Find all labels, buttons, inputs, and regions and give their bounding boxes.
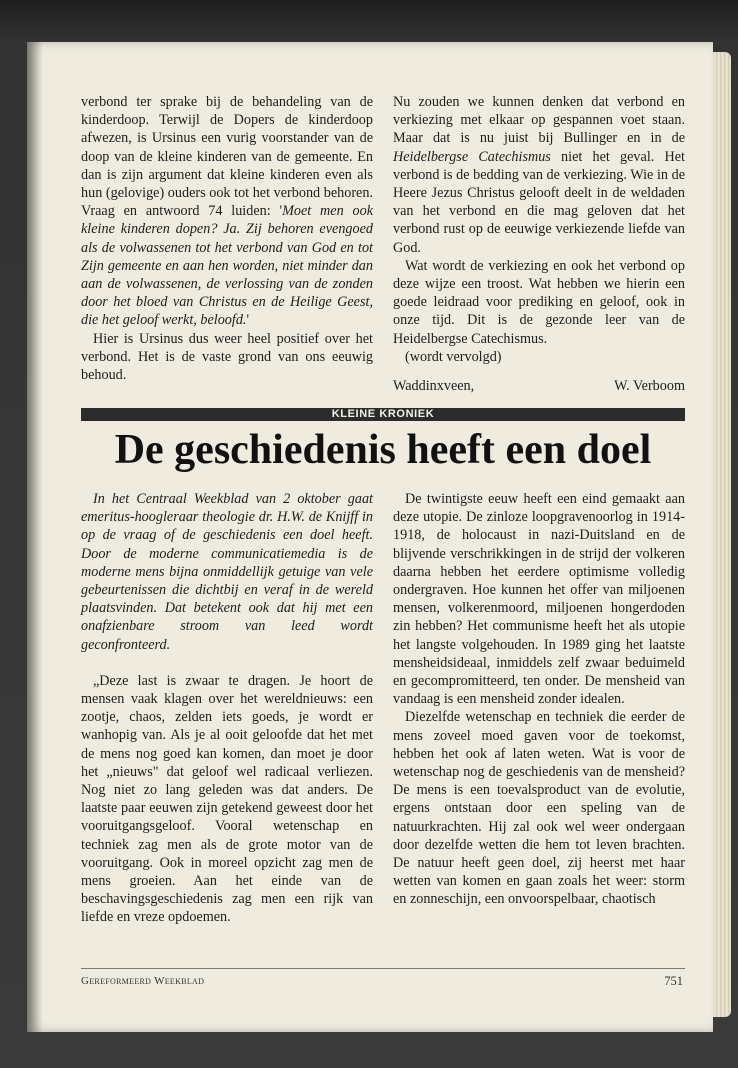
- catechism-title-italic: Heidelbergse Catechismus: [393, 148, 551, 165]
- text-run: ': [246, 312, 250, 329]
- text-run: niet het geval. Het verbond is de bedding van de verkiezing. Wie in de Heere Jezus Christus gelooft deelt in de weldaden van het verbond en die mag geloven dat het verbond rust op de eeuwige verkiezende liefde van God.: [393, 148, 685, 256]
- top-left-column: [81, 93, 373, 384]
- top-left-paragraph-2: Hier is Ursinus dus weer heel positief over het verbond. Het is de vaste grond van ons eeuwig behoud.: [81, 330, 373, 384]
- article-right-column: [393, 490, 685, 909]
- quote-italic: Moet men ook kleine kinderen dopen? Ja. Zij behoren evengoed als de volwassenen tot het verbond van God en tot Zijn gemeente en aan hen worden, niet minder dan aan de volwassenen, de verlossing van de zonden door het bloed van Christus en de Heilige Geest, die het geloof werkt, beloofd.: [81, 203, 373, 329]
- article-left-column: [81, 490, 373, 927]
- top-right-column: [393, 93, 685, 395]
- signature-row: [393, 377, 685, 395]
- text-run: Nu zouden we kunnen denken dat verbond en verkiezing met elkaar op gespannen voet staan. Maar dat is nu juist bij Bullinger en in de: [393, 94, 685, 147]
- to-be-continued: (wordt vervolgd): [405, 348, 502, 365]
- signature-place: Waddinxveen,: [393, 378, 475, 395]
- article-intro: In het Centraal Weekblad van 2 oktober gaat emeritus-hoogleraar theologie dr. H.W. de Knijff in op de vraag of de geschiedenis een doel heeft. Door de moderne communicatiemedia is de moderne mens bijna onmiddellijk getuige van vele gebeurtenissen die dichtbij en veraf in de wereld plaatsvinden. Dat betekent ook dat hij met een onafzienbare stroom van leed wordt geconfronteerd.: [81, 491, 373, 653]
- page-gutter-shadow: [27, 42, 43, 1032]
- signature-author: W. Verboom: [614, 378, 685, 395]
- footer-publication: Gereformeerd Weekblad: [81, 975, 205, 987]
- section-label-bar: KLEINE KRONIEK: [81, 408, 685, 421]
- footer-rule: [81, 968, 685, 969]
- text-run: verbond ter sprake bij de behandeling van de kinderdoop. Terwijl de Dopers de kinderdoop afwezen, is Ursinus een vurig voorstander van de doop van de kleine kinderen van de gemeente. En dan is zijn argument dat kleine kinderen even als hun (gelovige) ouders ook tot het verbond behoren. Vraag en antwoord 74 luiden: ': [81, 94, 373, 220]
- article-left-body: „Deze last is zwaar te dragen. Je hoort de mensen vaak klagen over het wereldnieuws: een zootje, chaos, zelden iets goeds, je wordt er wanhopig van. Als je al ooit geloofde dat het met de mens nog goed kan komen, dan moet je door het „nieuws" dat geloof wel radicaal verliezen. Nog niet zo lang geleden was dat anders. De laatste paar eeuwen zijn getekend geweest door het vooruitgangsgeloof. Vooral wetenschap en techniek zag men als de grote motor van de vooruitgang. Ook in moreel opzicht zag men de mens groeien. Aan het einde van de beschavingsgeschiedenis zag men een rijk van liefde en vreze opdoemen.: [81, 672, 373, 926]
- top-right-paragraph-2: Wat wordt de verkiezing en ook het verbond op deze wijze een troost. Wat hebben we hierin een goede leidraad voor prediking en geloof, ook in onze tijd. Dit is de gezonde leer van de Heidelbergse Catechismus.: [393, 257, 685, 347]
- article-right-paragraph-1: De twintigste eeuw heeft een eind gemaakt aan deze utopie. De zinloze loopgravenoorlog in 1914-1918, de holocaust in nazi-Duitsland en de blijvende verschrikkingen in de strijd der volkeren daarna hebben het eerdere optimisme volledig ondergraven. Hoe kunnen het offer van miljoenen mensen, volkerenmoord, miljoenen hongerdoden zin hebben? Het communisme heeft het als utopie het langste volgehouden. In 1989 ging het laatste mensheidsideaal, inmiddels zelf zwaar beduimeld en gecompromitteerd, ten onder. De mensheid van vandaag is een mensheid zonder idealen.: [393, 491, 685, 708]
- page-number: 751: [664, 974, 683, 988]
- top-right-paragraph-1: [393, 93, 685, 257]
- top-left-paragraph-1: [81, 93, 373, 330]
- article-headline: De geschiedenis heeft een doel: [114, 427, 652, 473]
- article-right-paragraph-2: Diezelfde wetenschap en techniek die eerder de mens zoveel moed gaven voor de toekomst, hebben het ook af laten weten. Wat is voor de wetenschap nog de geschiedenis van de mensheid? De mens is een toevalsproduct van de evolutie, ergens ontstaan door een speling van de natuurkrachten. Hij zal ook wel weer ondergaan door dezelfde wetten die hem tot leven brachten. De natuur heeft geen doel, zij heerst met haar wetten van komen en gaan zoals het weer: storm en zonneschijn, een onvoorspelbaar, chaotisch: [393, 709, 685, 908]
